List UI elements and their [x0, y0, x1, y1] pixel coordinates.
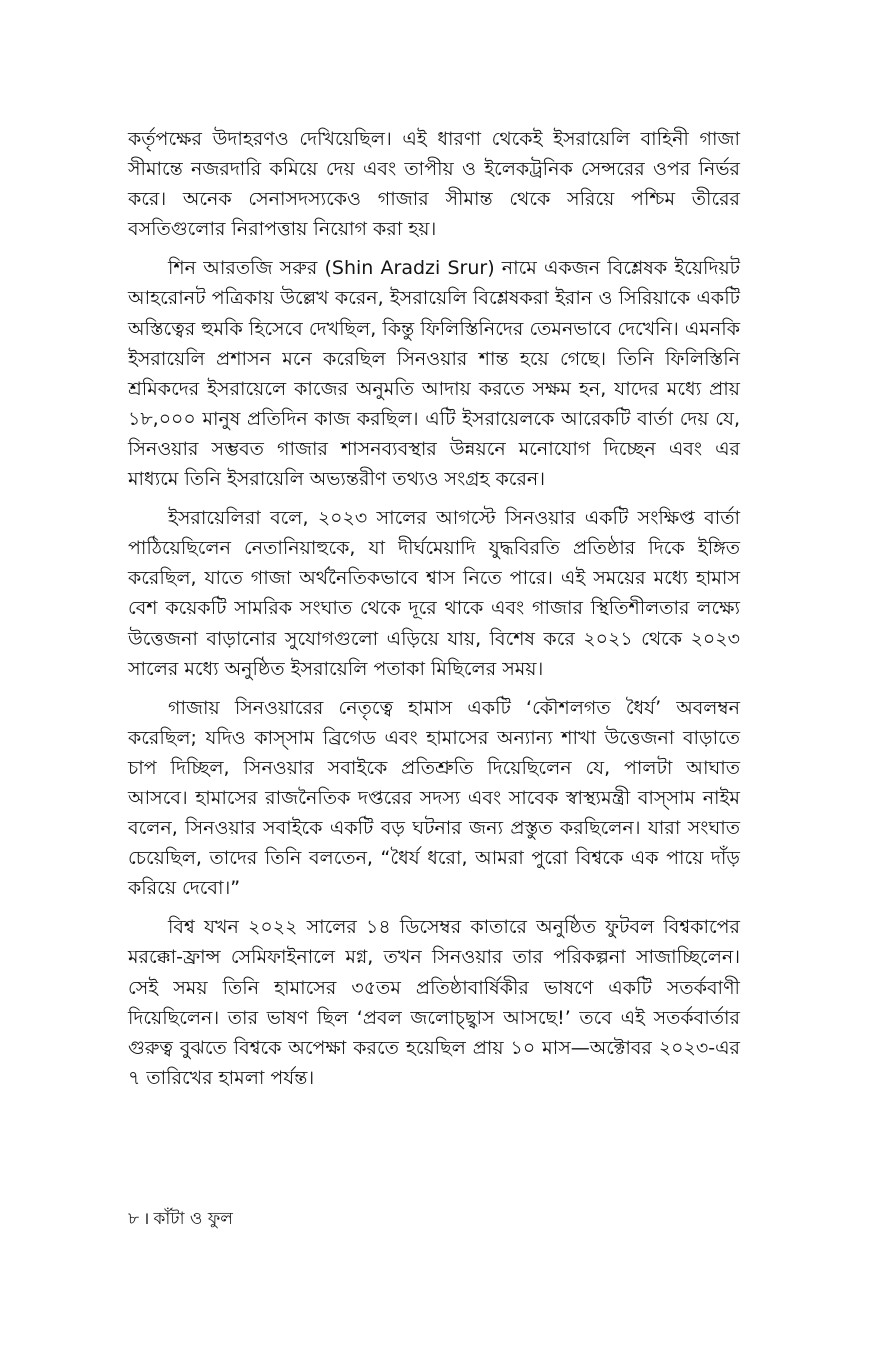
- paragraph: শিন আরতজি সরুর (Shin Aradzi Srur) নামে একজন বিশ্লেষক ইয়েদিয়ট আহরোনট পত্রিকায় উল্লেখ করেন, ইসরায়েলি বিশ্লেষকরা ইরান ও সিরিয়াকে একটি অস্তিত্বের হুমকি হিসেবে দেখছিল, কিন্তু ফিলিস্তিনিদের তেমনভাবে দেখেনি। এমনকি ইসরায়েলি প্রশাসন মনে করেছিল সিনওয়ার শান্ত হয়ে গেছে। তিনি ফিলিস্তিনি শ্রমিকদের ইসরায়েলে কাজের অনুমতি আদায় করতে সক্ষম হন, যাদের মধ্যে প্রায় ১৮,০০০ মানুষ প্রতিদিন কাজ করছিল। এটি ইসরায়েলকে আরেকটি বার্তা দেয় যে, সিনওয়ার সম্ভবত গাজার শাসনব্যবস্থার উন্নয়নে মনোযোগ দিচ্ছেন এবং এর মাধ্যমে তিনি ইসরায়েলি অভ্যন্তরীণ তথ্যও সংগ্রহ করেন।: [128, 257, 740, 491]
- page-number: ৮: [128, 1209, 140, 1229]
- footer-separator: ।: [143, 1209, 150, 1229]
- paragraph: ইসরায়েলিরা বলে, ২০২৩ সালের আগস্টে সিনওয়ার একটি সংক্ষিপ্ত বার্তা পাঠিয়েছিলেন নেতানিয়াহুকে, যা দীর্ঘমেয়াদি যুদ্ধবিরতি প্রতিষ্ঠার দিকে ইঙ্গিত করেছিল, যাতে গাজা অর্থনৈতিকভাবে শ্বাস নিতে পারে। এই সময়ের মধ্যে হামাস বেশ কয়েকটি সামরিক সংঘাত থেকে দূরে থাকে এবং গাজার স্থিতিশীলতার লক্ষ্যে উত্তেজনা বাড়ানোর সুযোগগুলো এড়িয়ে যায়, বিশেষ করে ২০২১ থেকে ২০২৩ সালের মধ্যে অনুষ্ঠিত ইসরায়েলি পতাকা মিছিলের সময়।: [128, 507, 740, 680]
- paragraph-continuation: কর্তৃপক্ষের উদাহরণও দেখিয়েছিল। এই ধারণা থেকেই ইসরায়েলি বাহিনী গাজা সীমান্তে নজরদারি কমিয়ে দেয় এবং তাপীয় ও ইলেকট্রনিক সেন্সরের ওপর নির্ভর করে। অনেক সেনাসদস্যকেও গাজার সীমান্ত থেকে সরিয়ে পশ্চিম তীরের বসতিগুলোর নিরাপত্তায় নিয়োগ করা হয়।: [128, 128, 740, 241]
- body-text: [128, 124, 740, 1102]
- paragraph: বিশ্ব যখন ২০২২ সালের ১৪ ডিসেম্বর কাতারে অনুষ্ঠিত ফুটবল বিশ্বকাপের মরক্কো-ফ্রান্স সেমিফাইনালে মগ্ন, তখন সিনওয়ার তার পরিকল্পনা সাজাচ্ছিলেন। সেই সময় তিনি হামাসের ৩৫তম প্রতিষ্ঠাবার্ষিকীর ভাষণে একটি সতর্কবাণী দিয়েছিলেন। তার ভাষণ ছিল ‘প্রবল জলোচ্ছ্বাস আসছে!’ তবে এই সতর্কবার্তার গুরুত্ব বুঝতে বিশ্বকে অপেক্ষা করতে হয়েছিল প্রায় ১০ মাস—অক্টোবর ২০২৩-এর ৭ তারিখের হামলা পর্যন্ত।: [128, 916, 740, 1089]
- book-title: কাঁটা ও ফুল: [153, 1209, 233, 1229]
- page-footer: [128, 1207, 233, 1231]
- paragraph: গাজায় সিনওয়ারের নেতৃত্বে হামাস একটি ‘কৌশলগত ধৈর্য’ অবলম্বন করেছিল; যদিও কাস্সাম ব্রিগেড এবং হামাসের অন্যান্য শাখা উত্তেজনা বাড়াতে চাপ দিচ্ছিল, সিনওয়ার সবাইকে প্রতিশ্রুতি দিয়েছিলেন যে, পালটা আঘাত আসবে। হামাসের রাজনৈতিক দপ্তরের সদস্য এবং সাবেক স্বাস্থ্যমন্ত্রী বাস্সাম নাইম বলেন, সিনওয়ার সবাইকে একটি বড় ঘটনার জন্য প্রস্তুত করছিলেন। যারা সংঘাত চেয়েছিল, তাদের তিনি বলতেন, “ধৈর্য ধরো, আমরা পুরো বিশ্বকে এক পায়ে দাঁড় করিয়ে দেবো।”: [128, 696, 740, 900]
